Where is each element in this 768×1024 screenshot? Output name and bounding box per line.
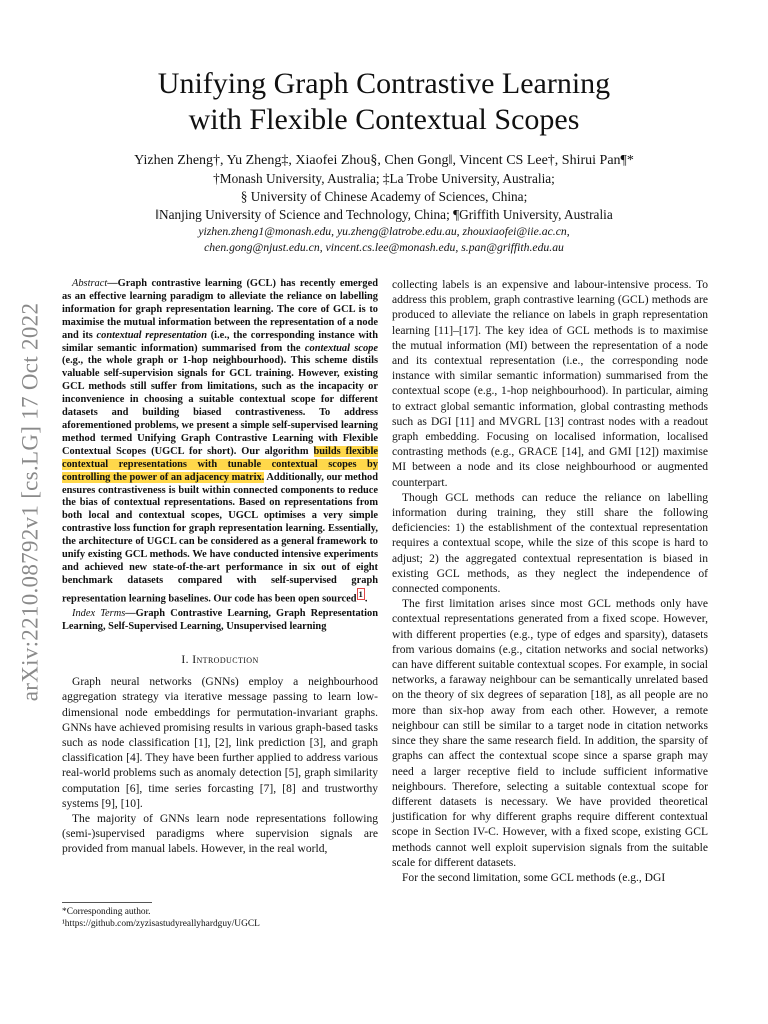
right-paragraph-2: Though GCL methods can reduce the reliance on labelling information during training, they still share the following deficiencies: 1) the establishment of the contextual representation requires a contextual scope, while the size of this scope is hard to adjust; 2) the aggregated contextual representation is biased in existing GCL methods, as they neglect the independence of connected components. — [392, 491, 708, 596]
email-line-2[interactable]: chen.gong@njust.edu.cn, vincent.cs.lee@monash.edu, s.pan@griffith.edu.au — [204, 240, 564, 254]
abstract-text-4: Additionally, our method ensures contrastiveness is built within connected components to reduce the bias of contextual representations. Based on representations from both local and contextual scopes, UGCL optimises a very simple contrastive loss function for graph representation learning. Essentially, the architecture of UGCL can be considered as a general framework to unify existing GCL methods. We have conducted intensive experiments and achieved new state-of-the-art performance in six out of eight benchmark datasets compared with self-supervised graph representation learning baselines. Our code has been open sourced — [62, 471, 378, 605]
title-line-2: with Flexible Contextual Scopes — [188, 103, 580, 136]
left-column — [62, 278, 378, 858]
paper-title — [60, 66, 708, 138]
intro-paragraph-2: The majority of GNNs learn node representations following (semi-)supervised paradigms where supervision signals are provided from manual labels. However, in the real world, — [62, 812, 378, 856]
index-terms — [62, 608, 378, 634]
footnote-rule — [62, 902, 152, 903]
author-names: Yizhen Zheng†, Yu Zheng‡, Xiaofei Zhou§, Chen Gong‖, Vincent CS Lee†, Shirui Pan¶* — [134, 153, 634, 168]
author-block — [60, 152, 708, 255]
index-terms-lead: Index Terms — [72, 608, 126, 620]
right-column — [392, 278, 708, 886]
abstract — [62, 278, 378, 606]
affiliation-line-3: ‖Nanjing University of Science and Technology, China; ¶Griffith University, Australia — [155, 207, 613, 222]
right-paragraph-1: collecting labels is an expensive and labour-intensive process. To address this problem, graph contrastive learning (GCL) methods are produced to alleviate the reliance on labels in graph representation learning [11]–[17]. The key idea of GCL methods is to maximise the mutual information (MI) between the representation of a node and its contextual representation (i.e., the corresponding node instance with similar semantic information) summarised from the contextual scope (e.g., 1-hop neighbourhood). In particular, aiming to extract global semantic information, global contrasting methods such as DGI [11] and MVGRL [13] contrast nodes with a readout graph embedding. Focusing on localised information, localised contrasting methods (e.g., GRACE [14], and GMI [12]) maximise MI between a node and its close neighbourhood or augmented counterpart. — [392, 279, 708, 489]
abstract-term-contextual-representation: contextual representation — [96, 329, 208, 341]
email-line-1[interactable]: yizhen.zheng1@monash.edu, yu.zheng@latrobe.edu.au, zhouxiaofei@iie.ac.cn, — [198, 225, 570, 238]
section-heading-introduction — [62, 652, 378, 667]
right-paragraph-4: For the second limitation, some GCL methods (e.g., DGI — [402, 871, 666, 884]
title-line-1: Unifying Graph Contrastive Learning — [157, 67, 611, 100]
abstract-text-1: —Graph contrastive learning (GCL) has recently emerged as an effective learning paradigm to alleviate the reliance on labelling information for graph representation learning. The core of GCL is to maximise the mutual information between the representation of a node and its — [62, 278, 378, 341]
abstract-highlight: builds flexible contextual representations with tunable contextual scopes by controlling the power of an adjacency matrix. — [62, 445, 378, 483]
right-paragraph-3: The first limitation arises since most GCL methods only have contextual representations generated from a fixed scope. However, with different properties (e.g., type of edges and sparsity), datasets from various domains (e.g., citation networks and social networks) can have different suitable contextual scopes. For example, in social networks, a faraway neighbour can be semantically unrelated based on the theory of six degrees of separation [18], as all people are no more than six-hop away from each other. However, a remote neighbour can still be similar to a target node in citation networks since they share the same research field. In addition, the sparsity of graphs can affect the contextual scope since a sparse graph may need a larger receptive field to include sufficient informative neighbours. Therefore, selecting a suitable contextual scope for different datasets is necessary. We have provided theoretical justification for why different graphs require different contextual scope in Section IV-C. However, with a fixed scope, existing GCL methods cannot well exploit supervision signals from the suitable scale for different datasets. — [392, 598, 708, 869]
index-terms-text: —Graph Contrastive Learning, Graph Representation Learning, Self-Supervised Learning, Unsupervised learning — [62, 608, 378, 633]
arxiv-stamp-text[interactable]: arXiv:2210.08792v1 [cs.LG] 17 Oct 2022 — [17, 302, 43, 702]
abstract-text-2: (i.e., the corresponding instance with similar semantic information) summarised from the — [62, 329, 378, 354]
section-number: I. — [181, 652, 189, 666]
intro-paragraph-1: Graph neural networks (GNNs) employ a neighbourhood aggregation strategy via iterative message passing to learn low-dimensional node embeddings for permutation-invariant graphs. GNNs have achieved promising results in various graph-based tasks such as node classification [1], [2], link prediction [3], and graph classification [4]. They have been further applied to address various real-world problems such as anomaly detection [5], graph similarity computation [6], time series forcasting [7], [8] and trustworthy systems [9], [10]. — [62, 676, 378, 810]
footnotes — [62, 902, 378, 930]
affiliation-line-2: § University of Chinese Academy of Sciences, China; — [240, 189, 528, 204]
abstract-lead: Abstract — [72, 278, 108, 289]
abstract-term-contextual-scope: contextual scope — [304, 342, 378, 354]
footnote-corresponding: *Corresponding author. — [62, 907, 151, 917]
footnote-link-1[interactable]: 1 — [358, 588, 363, 599]
abstract-text-5: . — [364, 593, 368, 605]
abstract-text-3: (e.g., the whole graph or 1-hop neighbourhood). This scheme distils valuable self-supervision signals for GCL training. However, existing GCL methods still suffer from limitations, such as the incapacity or inconvenience in choosing a suitable contextual scope for different datasets and building biased contrastiveness. To address aforementioned problems, we present a simple self-supervised learning method termed Unifying Graph Contrastive Learning with Flexible Contextual Scopes (UGCL for short). Our algorithm — [62, 355, 378, 457]
arxiv-stamp — [6, 272, 54, 732]
footnote-url[interactable]: ¹https://github.com/zyzisastudyreallyhardguy/UGCL — [62, 919, 260, 929]
affiliation-line-1: †Monash University, Australia; ‡La Trobe University, Australia; — [213, 171, 555, 186]
section-name: Introduction — [192, 652, 259, 666]
